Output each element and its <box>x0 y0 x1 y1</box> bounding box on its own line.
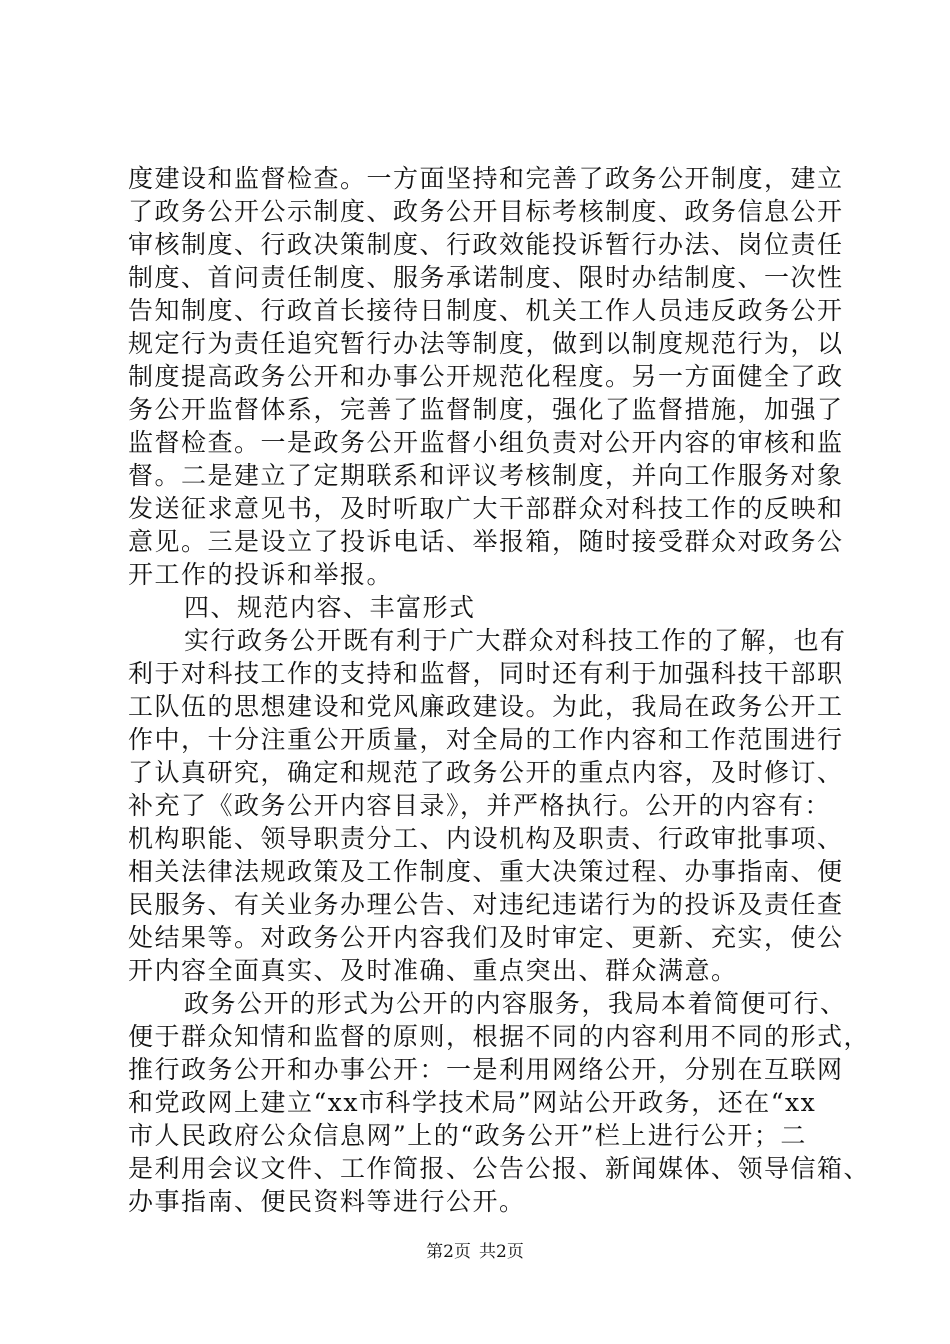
paragraph <box>128 624 847 987</box>
text-line: 规定行为责任追究暂行办法等制度，做到以制度规范行为，以 <box>128 329 844 358</box>
body-text <box>128 162 871 1218</box>
text-line: 工队伍的思想建设和党风廉政建设。为此，我局在政务公开工 <box>128 692 844 721</box>
text-line: 督。二是建立了定期联系和评议考核制度，并向工作服务对象 <box>128 461 844 490</box>
text-line: 补充了《政务公开内容目录》，并严格执行。公开的内容有： <box>128 791 832 820</box>
text-line: 了政务公开公示制度、政务公开目标考核制度、政务信息公开 <box>128 197 844 226</box>
text-line: 开工作的投诉和举报。 <box>128 560 394 589</box>
text-line: 是利用会议文件、工作简报、公告公报、新闻媒体、领导信箱、 <box>128 1154 871 1183</box>
page-number: 第2页 <box>426 1242 471 1262</box>
text-line: 相关法律法规政策及工作制度、重大决策过程、办事指南、便 <box>128 857 844 886</box>
text-line: 利于对科技工作的支持和监督，同时还有利于加强科技干部职 <box>128 659 844 688</box>
text-line: 务公开监督体系，完善了监督制度，强化了监督措施，加强了 <box>128 395 844 424</box>
text-line: 审核制度、行政决策制度、行政效能投诉暂行办法、岗位责任 <box>128 230 844 259</box>
page-total: 共2页 <box>479 1242 524 1262</box>
text-line: 推行政务公开和办事公开：一是利用网络公开，分别在互联网 <box>128 1055 844 1084</box>
text-line: 市人民政府公众信息网”上的“政务公开”栏上进行公开；二 <box>128 1121 807 1150</box>
text-line: 作中，十分注重公开质量，对全局的工作内容和工作范围进行 <box>128 725 844 754</box>
text-line: 便于群众知情和监督的原则，根据不同的内容利用不同的形式， <box>128 1022 871 1051</box>
text-line: 开内容全面真实、及时准确、重点突出、群众满意。 <box>128 956 738 985</box>
text-line: 办事指南、便民资料等进行公开。 <box>128 1187 526 1216</box>
text-line: 发送征求意见书，及时听取广大干部群众对科技工作的反映和 <box>128 494 844 523</box>
paragraph <box>128 591 828 624</box>
text-line: 民服务、有关业务办理公告、对违纪违诺行为的投诉及责任查 <box>128 890 844 919</box>
text-line: 制度提高政务公开和办事公开规范化程度。另一方面健全了政 <box>128 362 844 391</box>
paragraph <box>128 987 871 1218</box>
text-line: 制度、首问责任制度、服务承诺制度、限时办结制度、一次性 <box>128 263 844 292</box>
text-line: 度建设和监督检查。一方面坚持和完善了政务公开制度，建立 <box>128 164 844 193</box>
page-footer <box>0 1240 950 1264</box>
text-line: 监督检查。一是政务公开监督小组负责对公开内容的审核和监 <box>128 428 844 457</box>
paragraph <box>128 162 844 591</box>
text-line: 机构职能、领导职责分工、内设机构及职责、行政审批事项、 <box>128 824 844 853</box>
text-line: 意见。三是设立了投诉电话、举报箱，随时接受群众对政务公 <box>128 527 844 556</box>
text-line: 四、规范内容、丰富形式 <box>184 593 476 622</box>
text-line: 了认真研究，确定和规范了政务公开的重点内容，及时修订、 <box>128 758 844 787</box>
text-line: 实行政务公开既有利于广大群众对科技工作的了解，也有 <box>184 626 847 655</box>
text-line: 告知制度、行政首长接待日制度、机关工作人员违反政务公开 <box>128 296 844 325</box>
text-line: 和党政网上建立“xx市科学技术局”网站公开政务，还在“xx <box>128 1088 817 1117</box>
text-line: 处结果等。对政务公开内容我们及时审定、更新、充实，使公 <box>128 923 844 952</box>
text-line: 政务公开的形式为公开的内容服务，我局本着简便可行、 <box>184 989 847 1018</box>
